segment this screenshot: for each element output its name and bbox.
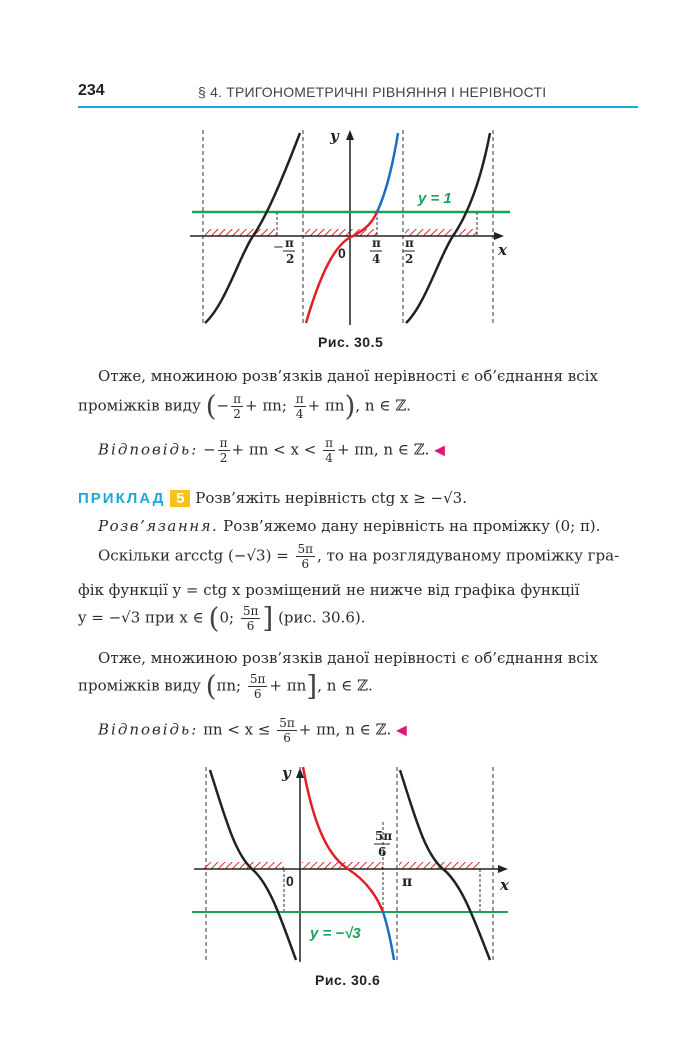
paragraph-1-line-1: Отже, множиною розв’язків даної нерівності є об’єднання всіх [98,367,598,385]
origin-label: 0 [286,873,294,889]
hatch-region-3 [405,229,477,236]
figure-30-6-caption: Рис. 30.6 [315,972,381,988]
p2-line3-post: (рис. 30.6). [278,608,366,627]
example-label: ПРИКЛАД [78,490,166,507]
p1-frac-a: $\frac{\pi}{2}$ [233,392,241,421]
paragraph-2-line-2: фік функції y = ctg x розміщений не нижче від графіка функції [78,581,580,599]
page-number: 234 [78,82,105,99]
example-number: 5 [170,490,190,507]
p2-frac: $\frac{5\pi}{6}$ [297,542,314,571]
line-label-y-eq-minus-sqrt3: y = −√3 [310,925,361,942]
answer-1-label: Відповідь: [98,440,199,459]
paragraph-2-line-1 [98,542,643,576]
page-header [78,78,638,108]
tick-pi2-den: 2 [405,252,414,266]
paragraph-1-line-2: проміжків виду (− $\frac{\pi}{2}$ + πn; $\frac{\pi}{4}$ + πn), n ∈ ℤ. [78,389,411,423]
answer-1-frac-a: $\frac{\pi}{2}$ [219,436,228,465]
p3-int-end: + πn [269,676,307,695]
y-axis-arrow [346,130,354,140]
answer-2-tail: + πn, n ∈ ℤ. [298,720,392,739]
tan-branch-middle-blue [377,133,398,212]
p2-arg: (−√3) = [228,546,289,565]
p2-line3-frac: $\frac{5\pi}{6}$ [242,604,259,633]
p1-frac-b: $\frac{\pi}{4}$ [295,392,304,421]
x-axis-arrow [494,232,504,240]
p2-line3-pre: y = −√3 при x ∈ [78,608,204,627]
example-heading [78,488,638,508]
cot-branch-middle-blue [383,912,394,960]
y-axis-label: y [330,127,339,145]
end-marker-icon: ◀ [396,722,407,739]
y-axis-label: y [282,764,291,782]
figure-30-5 [180,125,520,330]
tick-pi4-den: 4 [372,252,381,266]
answer-2 [98,716,638,754]
answer-1-tail: + πn, n ∈ ℤ. [336,440,430,459]
answer-2-frac: $\frac{5\pi}{6}$ [279,716,295,745]
tick-minus-sign: − [273,240,284,255]
answer-1: Відповідь: − $\frac{\pi}{2}$ + πn < x < $\frac{\pi}{4}$ + πn, n ∈ ℤ. ◀ [98,436,445,465]
p1-tail: , n ∈ ℤ. [355,396,411,415]
x-axis-label: x [498,241,507,259]
p3-pre: проміжків виду [78,676,201,695]
hatch-region-2 [305,229,377,236]
p1-prefix: проміжків виду [78,396,201,415]
hatch-region-1 [204,862,284,869]
tick-minus-pi2-den: 2 [286,252,295,266]
tick-5pi6-den: 6 [378,845,387,859]
line-label-y-eq-1: y = 1 [418,190,452,207]
answer-1-frac-b: $\frac{\pi}{4}$ [325,436,333,465]
answer-1-mid: + πn < x < [231,440,317,459]
x-axis-arrow [498,865,508,873]
tick-pi: π [402,874,413,890]
paragraph-2-line-3: y = −√3 при x ∈ (0; $\frac{5\pi}{6}$ ] (рис. 30.6). [78,601,366,635]
header-rule [78,106,638,108]
end-marker-icon: ◀ [434,442,445,459]
answer-2-label: Відповідь: [98,720,199,739]
paragraph-3-line-1: Отже, множиною розв’язків даної нерівності є об’єднання всіх [98,649,598,667]
p1-int-mid: + πn; [244,396,287,415]
hatch-region-1 [205,229,277,236]
figure-30-6 [190,762,520,967]
solution-label: Розв’язання. [98,517,219,535]
answer-2-pre: πn < x ≤ [203,720,271,739]
p3-tail: , n ∈ ℤ. [317,676,373,695]
paragraph-3-line-2: проміжків виду (πn; $\frac{5\pi}{6}$ + πn], n ∈ ℤ. [78,669,373,703]
solution-line [98,516,638,536]
tick-pi4-num: π [372,236,381,250]
example-task: Розв’яжіть нерівність ctg x ≥ −√3. [195,489,467,507]
origin-label: 0 [338,245,346,261]
solution-text: Розв’яжемо дану нерівність на проміжку (0; π). [223,517,601,535]
x-axis-label: x [500,876,509,894]
p2-post: , то на розглядуваному проміжку гра- [317,546,620,565]
tick-minus-pi2-num: π [285,236,294,250]
tick-pi2-num: π [405,236,414,250]
p1-int-end: + πn [307,396,345,415]
p2-pre: Оскільки arcctg [98,546,224,565]
p2-line3-int: 0; [219,608,235,627]
figure-30-5-caption: Рис. 30.5 [318,334,384,350]
section-title: § 4. ТРИГОНОМЕТРИЧНІ РІВНЯННЯ І НЕРІВНОСТІ [198,84,547,100]
p3-int-a: πn; [216,676,242,695]
tan-branch-left [205,133,300,323]
cot-branch-middle-red [303,767,383,912]
p3-frac: $\frac{5\pi}{6}$ [249,672,266,701]
tick-5pi6-num: 5π [375,829,393,843]
tan-branch-middle-red [306,236,353,323]
